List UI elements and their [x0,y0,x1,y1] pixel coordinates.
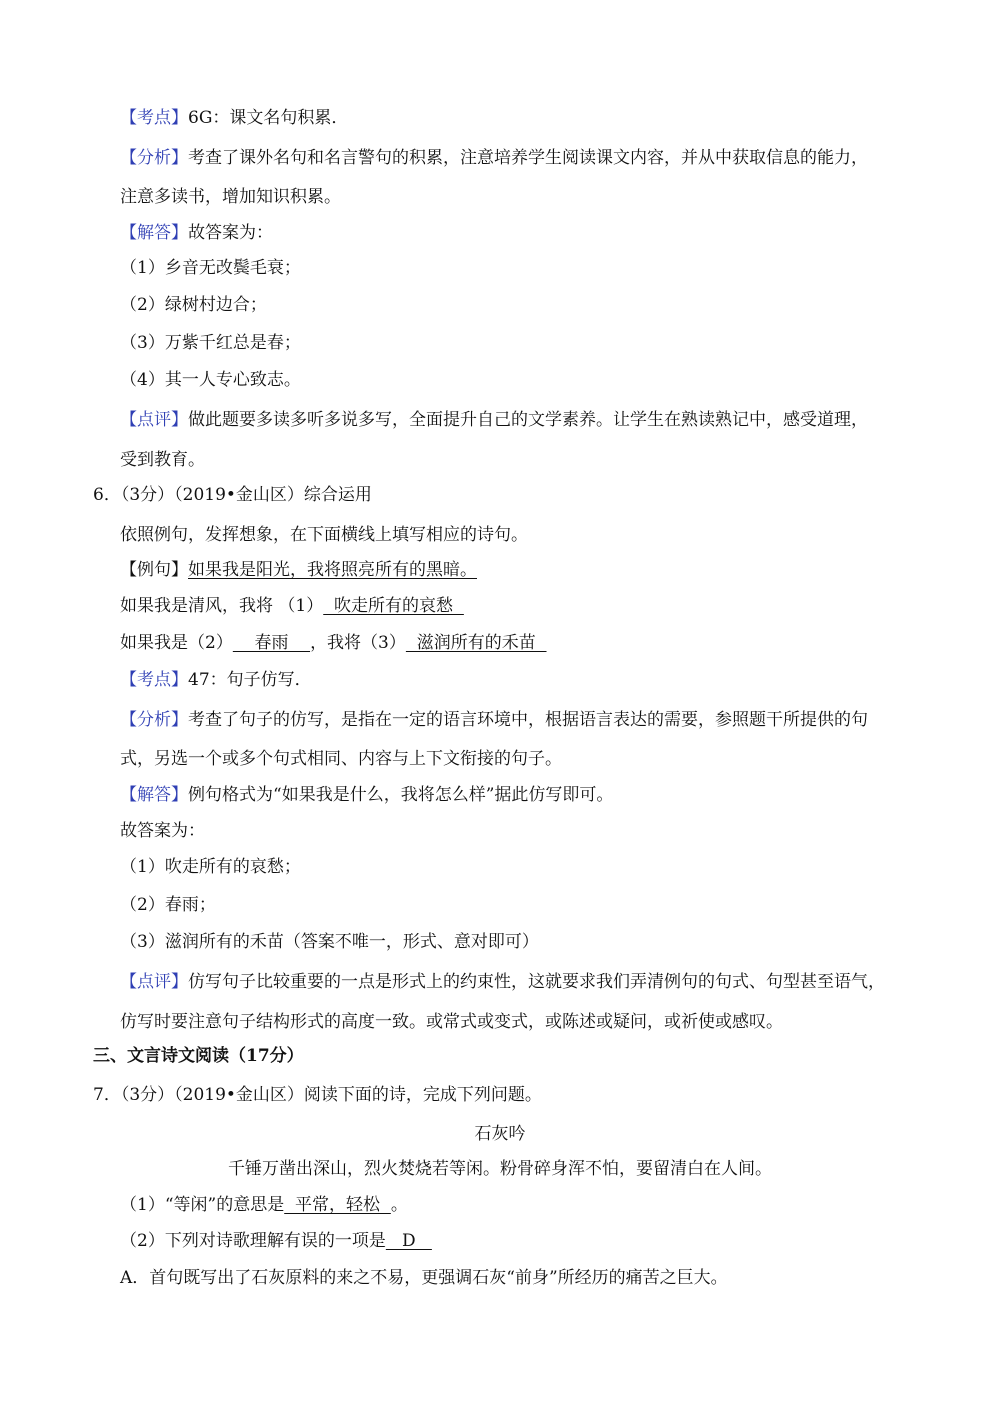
q5-answer-3: （3）万紫千红总是春； [120,333,301,353]
section-3-title: 三、文言诗文阅读（17分） [93,1046,304,1066]
q6-fill-line-2 [120,633,547,653]
q5-jieda-text: 故答案为： [188,223,273,243]
q6-dianping-text-1: 仿写句子比较重要的一点是形式上的约束性，这就要求我们弄清例句的句式、句型甚至语气， [188,972,885,992]
fenxi-tag: 【分析】 [120,710,188,730]
q7-header: 7．（3分）（2019•金山区）阅读下面的诗，完成下列问题。 [93,1085,542,1105]
q5-answer-1: （1）乡音无改鬓毛衰； [120,258,301,278]
fenxi-tag: 【分析】 [120,148,188,168]
q6-blank-2: 春雨 [232,633,311,653]
q6-answer-intro: 故答案为： [120,821,205,841]
kaodian-tag: 【考点】 [120,670,188,690]
q5-fenxi-line-1 [120,148,868,168]
jieda-tag: 【解答】 [120,223,188,243]
q6-header: 6．（3分）（2019•金山区）综合运用 [93,485,372,505]
q5-dianping-line-1 [120,410,868,430]
q6-dianping-line-2: 仿写时要注意句子结构形式的高度一致。或常式或变式，或陈述或疑问，或祈使或感叹。 [120,1012,783,1032]
q7-option-a: A．首句既写出了石灰原料的来之不易，更强调石灰“前身”所经历的痛苦之巨大。 [120,1268,728,1288]
q7-sub1-suffix: 。 [390,1195,408,1215]
q7-sub1-line [120,1195,408,1215]
q6-answer-3: （3）滋润所有的禾苗（答案不唯一，形式、意对即可） [120,932,539,952]
q6-blank-3: 滋润所有的禾苗 [405,633,547,653]
q6-example-text: 如果我是阳光，我将照亮所有的黑暗。 [188,560,477,580]
q6-dianping-line-1 [120,972,885,992]
q7-sub1-blank: 平常，轻松 [284,1195,391,1215]
q6-fenxi-line-2: 式，另选一个或多个句式相同、内容与上下文衔接的句子。 [120,749,562,769]
dianping-tag: 【点评】 [120,410,188,430]
q7-poem-text: 千锤万凿出深山，烈火焚烧若等闲。粉骨碎身浑不怕，要留清白在人间。 [228,1159,772,1179]
q7-sub2-blank: D [385,1231,432,1251]
q6-fenxi-text-1: 考查了句子的仿写，是指在一定的语言环境中，根据语言表达的需要，参照题干所提供的句 [188,710,868,730]
q6-answer-1: （1）吹走所有的哀愁； [120,857,301,877]
q5-kaodian-line [120,108,348,128]
q6-line2-mid: ，我将（3） [310,633,406,653]
q6-line1-prefix: 如果我是清风，我将 （1） [120,596,324,616]
q5-jieda-line [120,223,273,243]
q6-kaodian-line [120,670,312,690]
q6-answer-2: （2）春雨； [120,895,216,915]
q5-kaodian-text: 6G：课文名句积累． [188,108,349,128]
q5-fenxi-text-1: 考查了课外名句和名言警句的积累，注意培养学生阅读课文内容，并从中获取信息的能力， [188,148,868,168]
q5-dianping-line-2: 受到教育。 [120,450,205,470]
q7-sub2-prefix: （2）下列对诗歌理解有误的一项是 [120,1231,386,1251]
q6-line2-prefix: 如果我是（2） [120,633,233,653]
q6-kaodian-text: 47：句子仿写． [188,670,312,690]
q5-answer-4: （4）其一人专心致志。 [120,370,301,390]
q5-dianping-text-1: 做此题要多读多听多说多写，全面提升自己的文学素养。让学生在熟读熟记中，感受道理， [188,410,868,430]
q7-poem-title: 石灰吟 [474,1124,526,1144]
q6-example-line [120,560,477,580]
q6-fenxi-line-1 [120,710,868,730]
q7-sub2-line [120,1231,432,1251]
q7-sub1-prefix: （1）“等闲”的意思是 [120,1195,285,1215]
q6-blank-1: 吹走所有的哀愁 [323,596,464,616]
q6-fill-line-1 [120,596,464,616]
q6-jieda-line [120,785,613,805]
q5-fenxi-line-2: 注意多读书，增加知识积累。 [120,187,341,207]
kaodian-tag: 【考点】 [120,108,188,128]
q6-example-label: 【例句】 [120,560,188,580]
q6-instruction: 依照例句，发挥想象，在下面横线上填写相应的诗句。 [120,525,528,545]
q6-jieda-text: 例句格式为“如果我是什么，我将怎么样”据此仿写即可。 [188,785,614,805]
jieda-tag: 【解答】 [120,785,188,805]
q5-answer-2: （2）绿树村边合； [120,295,267,315]
dianping-tag: 【点评】 [120,972,188,992]
